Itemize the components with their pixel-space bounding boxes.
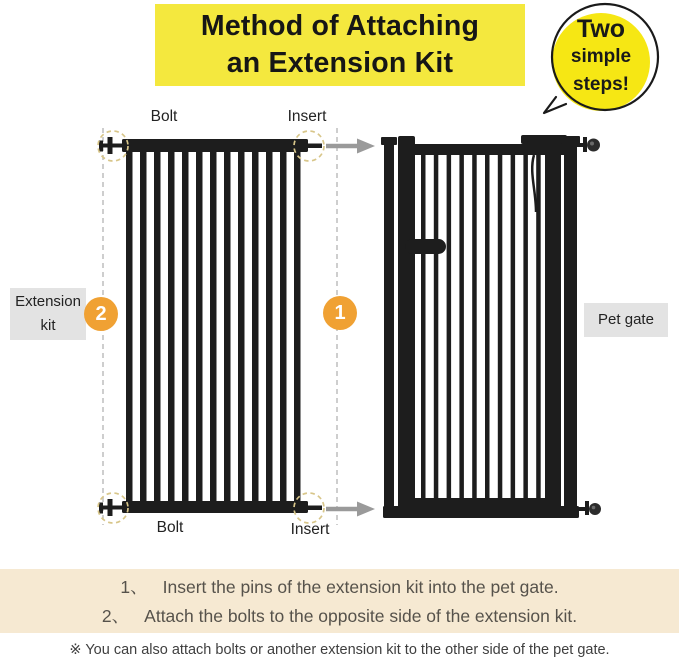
title-block xyxy=(155,4,525,86)
extension-kit-graphic xyxy=(99,137,322,516)
badge-line-3: steps! xyxy=(573,74,629,95)
instructions-band xyxy=(0,569,679,633)
pet-gate-label: Pet gate xyxy=(584,303,668,337)
steps-badge xyxy=(528,0,679,140)
footnote: ※ You can also attach bolts or another extension kit to the other side of the pet gate. xyxy=(69,642,610,658)
extension-kit-label: Extension kit xyxy=(10,288,86,340)
bolt-top-label: Bolt xyxy=(150,108,178,125)
badge-text xyxy=(546,14,656,97)
title-line-2: an Extension Kit xyxy=(226,47,454,79)
badge-line-2: simple xyxy=(570,46,632,67)
instruction-step-1 xyxy=(120,574,558,599)
badge-line-1: Two xyxy=(576,15,626,43)
insert-top-label: Insert xyxy=(287,108,327,125)
insert-pin-top-icon xyxy=(308,144,322,149)
insert-bottom-label: Insert xyxy=(290,521,330,538)
step-2-marker: 2 xyxy=(84,297,118,331)
arrow-right-top-icon xyxy=(326,139,375,154)
bolt-bottom-label: Bolt xyxy=(156,519,184,536)
title-line-1: Method of Attaching xyxy=(200,10,480,42)
pressure-knob-bottom-icon xyxy=(578,501,601,515)
insert-pin-bottom-icon xyxy=(308,506,322,511)
arrow-right-bottom-icon xyxy=(326,502,375,517)
pet-gate-graphic xyxy=(381,135,601,518)
gate-handle xyxy=(405,239,446,254)
instruction-step-1-number: 1、 xyxy=(120,577,148,597)
instruction-step-2-number: 2、 xyxy=(101,606,130,626)
instruction-step-2-text: Attach the bolts to the opposite side of the extension kit. xyxy=(144,606,578,626)
dashed-guide-lines xyxy=(103,128,337,525)
instruction-step-2 xyxy=(102,603,577,628)
step-1-marker: 1 xyxy=(323,296,357,330)
instruction-step-1-text: Insert the pins of the extension kit into the pet gate. xyxy=(162,577,559,597)
